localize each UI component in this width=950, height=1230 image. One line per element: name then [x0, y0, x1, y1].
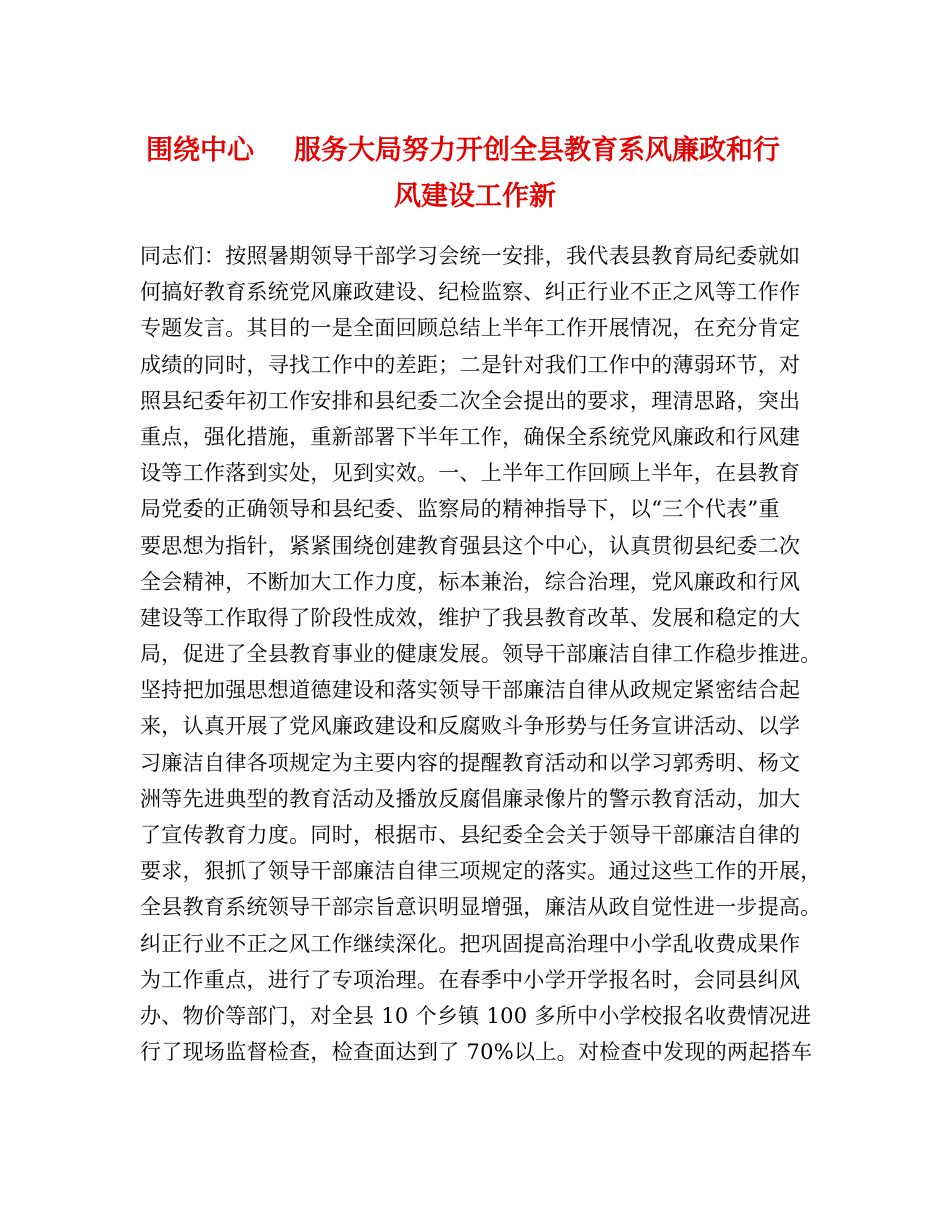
body-line: 纠正行业不正之风工作继续深化。把巩固提高治理中小学乱收费成果作	[140, 931, 801, 956]
body-line: 建设等工作取得了阶段性成效，维护了我县教育改革、发展和稳定的大	[140, 605, 801, 630]
body-line: 行了现场监督检查，检查面达到了 70%以上。对检查中发现的两起搭车	[140, 1040, 813, 1065]
body-line: 洲等先进典型的教育活动及播放反腐倡廉录像片的警示教育活动，加大	[140, 786, 801, 811]
body-line: 照县纪委年初工作安排和县纪委二次全会提出的要求，理清思路，突出	[140, 388, 801, 413]
body-line: 重点，强化措施，重新部署下半年工作，确保全系统党风廉政和行风建	[140, 424, 801, 449]
body-line: 专题发言。其目的一是全面回顾总结上半年工作开展情况，在充分肯定	[140, 316, 801, 341]
body-line: 要求，狠抓了领导干部廉洁自律三项规定的落实。通过这些工作的开展，	[140, 859, 822, 884]
body-line: 全县教育系统领导干部宗旨意识明显增强，廉洁从政自觉性进一步提高。	[140, 895, 822, 920]
document-title-line-2: 风建设工作新	[394, 181, 556, 212]
body-line: 局，促进了全县教育事业的健康发展。领导干部廉洁自律工作稳步推进。	[140, 642, 822, 667]
body-line: 局党委的正确领导和县纪委、监察局的精神指导下，以“三个代表”重	[140, 497, 780, 522]
body-line: 同志们：按照暑期领导干部学习会统一安排，我代表县教育局纪委就如	[140, 244, 801, 268]
body-line: 习廉洁自律各项规定为主要内容的提醒教育活动和以学习郭秀明、杨文	[140, 750, 801, 775]
body-line: 办、物价等部门，对全县 10 个乡镇 100 多所中小学校报名收费情况进	[140, 1003, 812, 1028]
body-line: 何搞好教育系统党风廉政建设、纪检监察、纠正行业不正之风等工作作	[140, 280, 801, 305]
title-part-1: 围绕中心	[146, 135, 254, 166]
body-line: 要思想为指针，紧紧围绕创建教育强县这个中心，认真贯彻县纪委二次	[140, 533, 801, 558]
body-line: 设等工作落到实处，见到实效。一、上半年工作回顾上半年，在县教育	[140, 461, 801, 486]
body-line: 成绩的同时，寻找工作中的差距；二是针对我们工作中的薄弱环节，对	[140, 352, 801, 377]
body-line: 了宣传教育力度。同时，根据市、县纪委全会关于领导干部廉洁自律的	[140, 823, 801, 847]
document-body	[140, 238, 820, 1070]
body-line: 全会精神，不断加大工作力度，标本兼治，综合治理，党风廉政和行风	[140, 569, 801, 594]
body-line: 坚持把加强思想道德建设和落实领导干部廉洁自律从政规定紧密结合起	[140, 678, 801, 703]
body-line: 为工作重点，进行了专项治理。在春季中小学开学报名时，会同县纠风	[140, 967, 801, 992]
body-line: 来，认真开展了党风廉政建设和反腐败斗争形势与任务宣讲活动、以学	[140, 714, 801, 739]
title-part-2: 服务大局努力开创全县教育系风廉政和行	[294, 135, 780, 166]
